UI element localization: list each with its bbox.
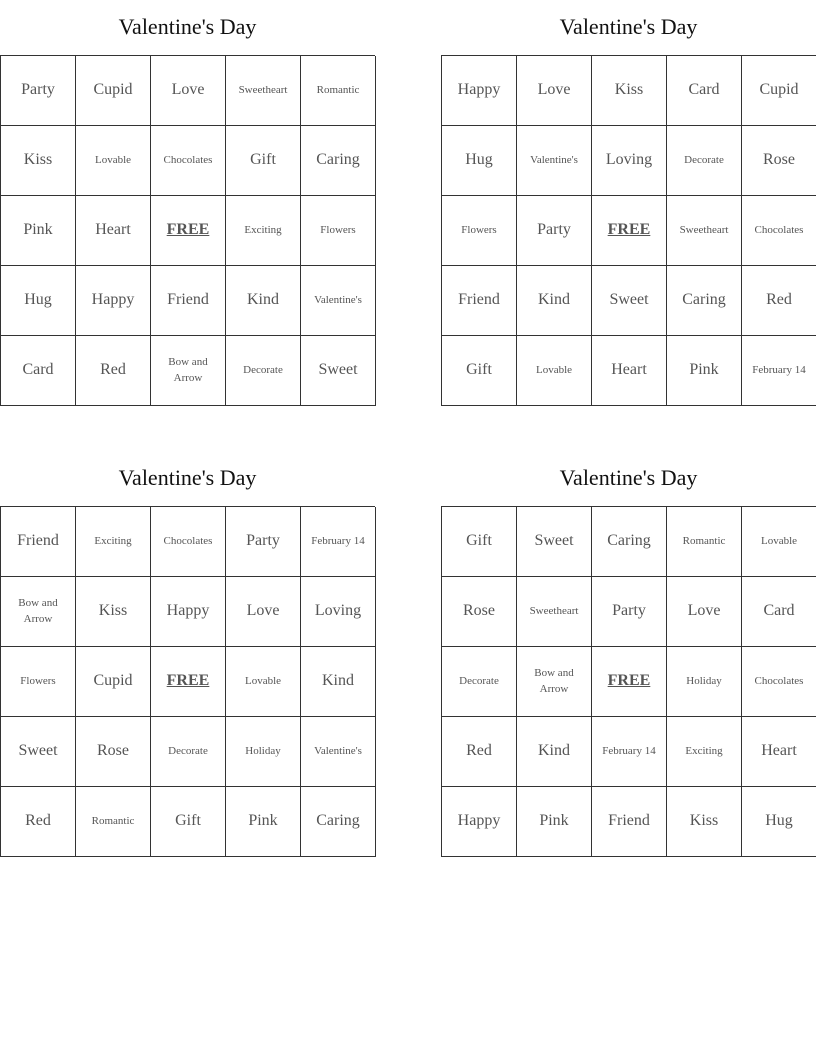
bingo-cell: Flowers [1,647,76,717]
bingo-cell: Kiss [667,787,742,857]
bingo-cell: Chocolates [742,196,816,266]
bingo-cell: Romantic [301,56,376,126]
bingo-cell: Kind [226,266,301,336]
bingo-cell: Kiss [592,56,667,126]
bingo-cell: Kiss [76,577,151,647]
bingo-cell: Hug [442,126,517,196]
bingo-cell: Decorate [226,336,301,406]
bingo-cell: Party [226,507,301,577]
bingo-cell: Valentine's [301,717,376,787]
bingo-cell: Red [1,787,76,857]
bingo-cell: Exciting [76,507,151,577]
bingo-cell: Happy [442,56,517,126]
bingo-cell: Pink [1,196,76,266]
bingo-card-2 [441,0,816,406]
bingo-cell: Chocolates [742,647,816,717]
bingo-cell: Pink [226,787,301,857]
card-title: Valentine's Day [559,465,698,490]
bingo-cell: Lovable [226,647,301,717]
bingo-cell: February 14 [742,336,816,406]
free-space-cell: FREE [151,196,226,266]
bingo-cell: Love [517,56,592,126]
bingo-cell: Decorate [667,126,742,196]
bingo-cell: February 14 [301,507,376,577]
bingo-cell: Party [1,56,76,126]
bingo-cell: Rose [442,577,517,647]
bingo-cell: Valentine's [517,126,592,196]
bingo-cell: Decorate [151,717,226,787]
bingo-cell: Pink [517,787,592,857]
bingo-card-3 [0,451,375,857]
bingo-cell: Cupid [76,647,151,717]
bingo-cell: Flowers [301,196,376,266]
bingo-cell: Sweet [592,266,667,336]
card-title: Valentine's Day [118,465,257,490]
free-space-cell: FREE [592,196,667,266]
bingo-cell: Sweetheart [226,56,301,126]
bingo-cell: Pink [667,336,742,406]
bingo-cell: Holiday [226,717,301,787]
bingo-cell: Bow and Arrow [517,647,592,717]
bingo-card-4 [441,451,816,857]
bingo-cell: Caring [592,507,667,577]
bingo-cell: Caring [667,266,742,336]
bingo-cell: Gift [442,336,517,406]
bingo-cell: Friend [151,266,226,336]
bingo-cell: Caring [301,787,376,857]
bingo-cell: Rose [76,717,151,787]
bingo-grid [0,506,375,857]
bingo-cell: February 14 [592,717,667,787]
bingo-cell: Hug [742,787,816,857]
bingo-cell: Kiss [1,126,76,196]
bingo-cell: Red [742,266,816,336]
bingo-cell: Chocolates [151,507,226,577]
bingo-cell: Kind [517,266,592,336]
bingo-cell: Bow and Arrow [151,336,226,406]
bingo-cell: Rose [742,126,816,196]
bingo-cell: Red [76,336,151,406]
free-space-cell: FREE [151,647,226,717]
bingo-cell: Red [442,717,517,787]
bingo-cell: Loving [592,126,667,196]
bingo-grid [441,55,816,406]
bingo-cell: Sweet [301,336,376,406]
bingo-cell: Gift [442,507,517,577]
bingo-cell: Love [226,577,301,647]
bingo-cell: Cupid [76,56,151,126]
bingo-card-1 [0,0,375,406]
bingo-cell: Happy [76,266,151,336]
card-title: Valentine's Day [559,14,698,39]
bingo-cell: Lovable [742,507,816,577]
bingo-cell: Kind [517,717,592,787]
bingo-cell: Holiday [667,647,742,717]
bingo-cell: Lovable [76,126,151,196]
bingo-cell: Exciting [226,196,301,266]
bingo-cell: Card [742,577,816,647]
bingo-cell: Romantic [667,507,742,577]
bingo-cell: Heart [742,717,816,787]
bingo-cell: Chocolates [151,126,226,196]
bingo-cell: Friend [1,507,76,577]
bingo-cell: Happy [442,787,517,857]
bingo-cell: Friend [442,266,517,336]
bingo-cell: Loving [301,577,376,647]
bingo-cell: Exciting [667,717,742,787]
bingo-cell: Kind [301,647,376,717]
bingo-cell: Lovable [517,336,592,406]
bingo-cell: Love [151,56,226,126]
bingo-cell: Sweetheart [517,577,592,647]
bingo-cell: Love [667,577,742,647]
bingo-cell: Friend [592,787,667,857]
bingo-cell: Cupid [742,56,816,126]
bingo-cell: Card [667,56,742,126]
card-title: Valentine's Day [118,14,257,39]
bingo-cell: Valentine's [301,266,376,336]
bingo-cell: Romantic [76,787,151,857]
bingo-cell: Sweet [1,717,76,787]
bingo-cell: Hug [1,266,76,336]
bingo-cell: Gift [226,126,301,196]
bingo-cell: Happy [151,577,226,647]
bingo-cell: Sweetheart [667,196,742,266]
bingo-cell: Party [517,196,592,266]
free-space-cell: FREE [592,647,667,717]
bingo-cell: Caring [301,126,376,196]
bingo-cell: Party [592,577,667,647]
bingo-cell: Flowers [442,196,517,266]
bingo-cell: Heart [76,196,151,266]
bingo-cell: Decorate [442,647,517,717]
bingo-cell: Card [1,336,76,406]
bingo-grid [441,506,816,857]
bingo-grid [0,55,375,406]
bingo-cell: Bow and Arrow [1,577,76,647]
bingo-cell: Sweet [517,507,592,577]
bingo-cell: Heart [592,336,667,406]
bingo-cell: Gift [151,787,226,857]
